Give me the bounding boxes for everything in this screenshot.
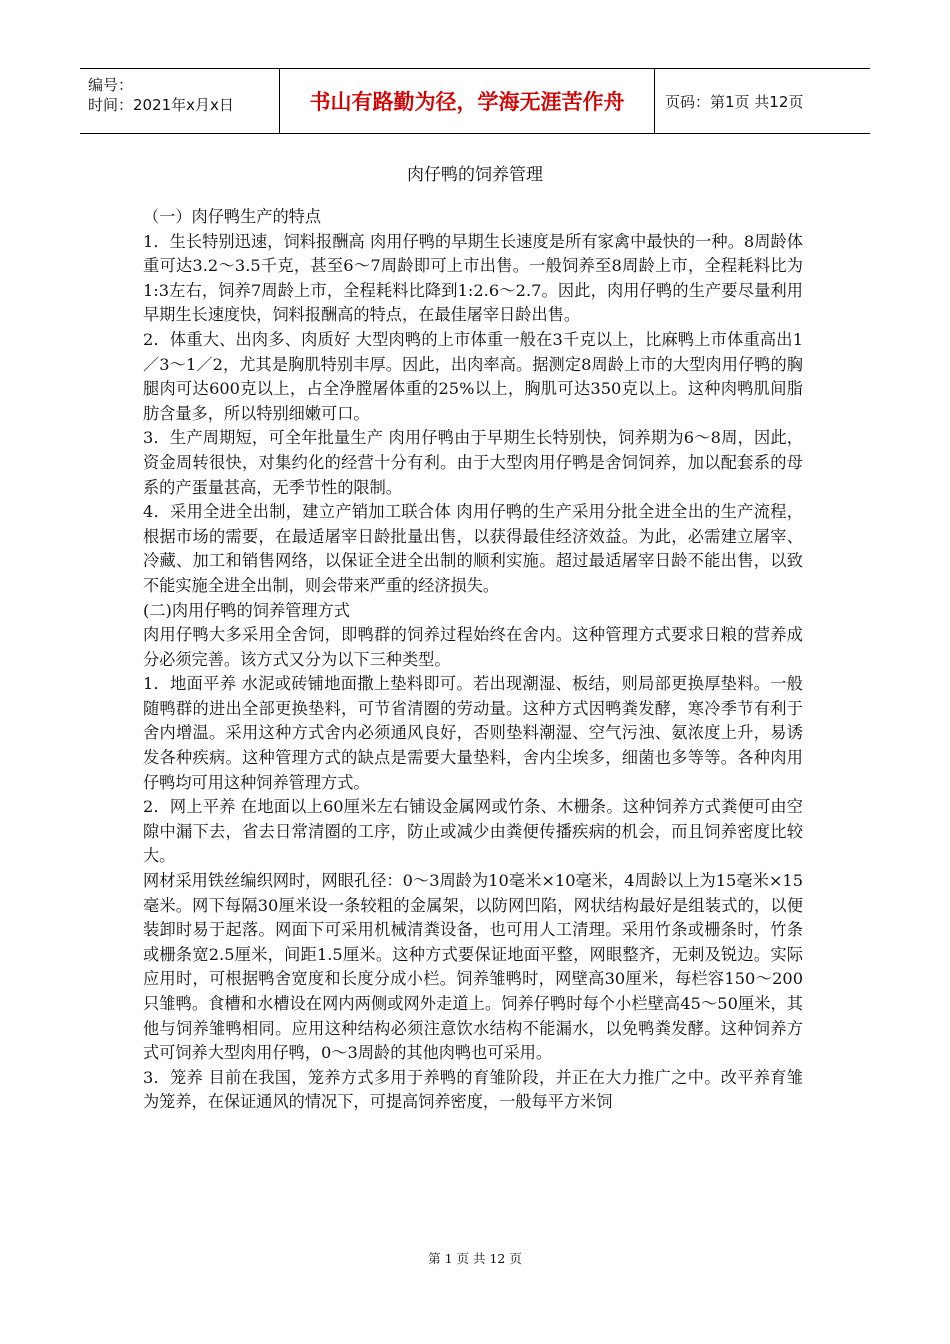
paragraph: 网材采用铁丝编织网时，网眼孔径：0～3周龄为10毫米×10毫米，4周龄以上为15毫米×15毫米。网下每隔30厘米设一条较粗的金属架，以防网凹陷，网状结构最好是组装式的，以便装卸时易于起落。网面下可采用机械清粪设备，也可用人工清理。采用竹条或栅条时，竹条或栅条宽2.5厘米，间距1.5厘米。这种方式要保证地面平整，网眼整齐，无刺及锐边。实际应用时，可根据鸭舍宽度和长度分成小栏。饲养雏鸭时，网壁高30厘米，每栏容150～200只雏鸭。食槽和水槽设在网内两侧或网外走道上。饲养仔鸭时每个小栏壁高45～50厘米，其他与饲养雏鸭相同。应用这种结构必须注意饮水结构不能漏水，以免鸭粪发酵。这种饲养方式可饲养大型肉用仔鸭，0～3周龄的其他肉鸭也可采用。 (143, 871, 803, 1063)
header-page-info: 页码：第1页 共12页 (665, 92, 804, 111)
page-footer: 第 1 页 共 12 页 (428, 1251, 522, 1266)
paragraph: 1．地面平养 水泥或砖铺地面撒上垫料即可。若出现潮湿、板结，则局部更换厚垫料。一般随鸭群的进出全部更换垫料，可节省清圈的劳动量。这种方式因鸭粪发酵，寒冷季节有利于舍内增温。采用这种方式舍内必须通风良好，否则垫料潮湿、空气污浊、氨浓度上升，易诱发各种疾病。这种管理方式的缺点是需要大量垫料，舍内尘埃多，细菌也多等等。各种肉用仔鸭均可用这种饲养管理方式。 (143, 674, 803, 792)
document-header (80, 68, 870, 134)
section-heading-1: （一）肉仔鸭生产的特点 (143, 207, 322, 226)
section-heading-2: (二)肉用仔鸭的饲养管理方式 (143, 600, 350, 620)
header-motto: 书山有路勤为径，学海无涯苦作舟 (280, 69, 655, 133)
document-number-label: 编号： (88, 76, 134, 94)
paragraph: 4．采用全进全出制，建立产销加工联合体 肉用仔鸭的生产采用分批全进全出的生产流程，根据市场的需要，在最适屠宰日龄批量出售，以获得最佳经济效益。为此，必需建立屠宰、冷藏、加工和销售网络，以保证全进全出制的顺利实施。超过最适屠宰日龄不能出售，以致不能实施全进全出制，则会带来严重的经济损失。 (143, 502, 803, 595)
header-meta (80, 69, 280, 133)
paragraph: 3．笼养 目前在我国，笼养方式多用于养鸭的育雏阶段，并正在大力推广之中。改平养育雏为笼养，在保证通风的情况下，可提高饲养密度，一般每平方米饲 (143, 1067, 803, 1112)
paragraph: 2．网上平养 在地面以上60厘米左右铺设金属网或竹条、木栅条。这种饲养方式粪便可由空隙中漏下去，省去日常清圈的工序，防止或减少由粪便传播疾病的机会，而且饲养密度比较大。 (143, 797, 803, 866)
paragraph: 肉用仔鸭大多采用全舍饲，即鸭群的饲养过程始终在舍内。这种管理方式要求日粮的营养成分必须完善。该方式又分为以下三种类型。 (143, 625, 803, 669)
document-body (143, 205, 803, 1115)
document-time-label: 时间：2021年x月x日 (88, 96, 234, 114)
paragraph: 3．生产周期短，可全年批量生产 肉用仔鸭由于早期生长特别快，饲养期为6～8周，因此，资金周转很快，对集约化的经营十分有利。由于大型肉用仔鸭是舍饲饲养，加以配套系的母系的产蛋量甚高，无季节性的限制。 (143, 428, 803, 497)
paragraph: 2．体重大、出肉多、肉质好 大型肉鸭的上市体重一般在3千克以上，比麻鸭上市体重高出1／3～1／2，尤其是胸肌特别丰厚。因此，出肉率高。据测定8周龄上市的大型肉用仔鸭的胸腿肉可达600克以上，占全净膛屠体重的25%以上，胸肌可达350克以上。这种肉鸭肌间脂肪含量多，所以特别细嫩可口。 (143, 329, 803, 423)
document-title: 肉仔鸭的饲养管理 (407, 165, 543, 185)
paragraph: 1．生长特别迅速，饲料报酬高 肉用仔鸭的早期生长速度是所有家禽中最快的一种。8周龄体重可达3.2～3.5千克，甚至6～7周龄即可上市出售。一般饲养至8周龄上市，全程耗料比为1:3左右，饲养7周龄上市，全程耗料比降到1:2.6～2.7。因此，肉用仔鸭的生产要尽量利用早期生长速度快，饲料报酬高的特点，在最佳屠宰日龄出售。 (143, 231, 803, 325)
